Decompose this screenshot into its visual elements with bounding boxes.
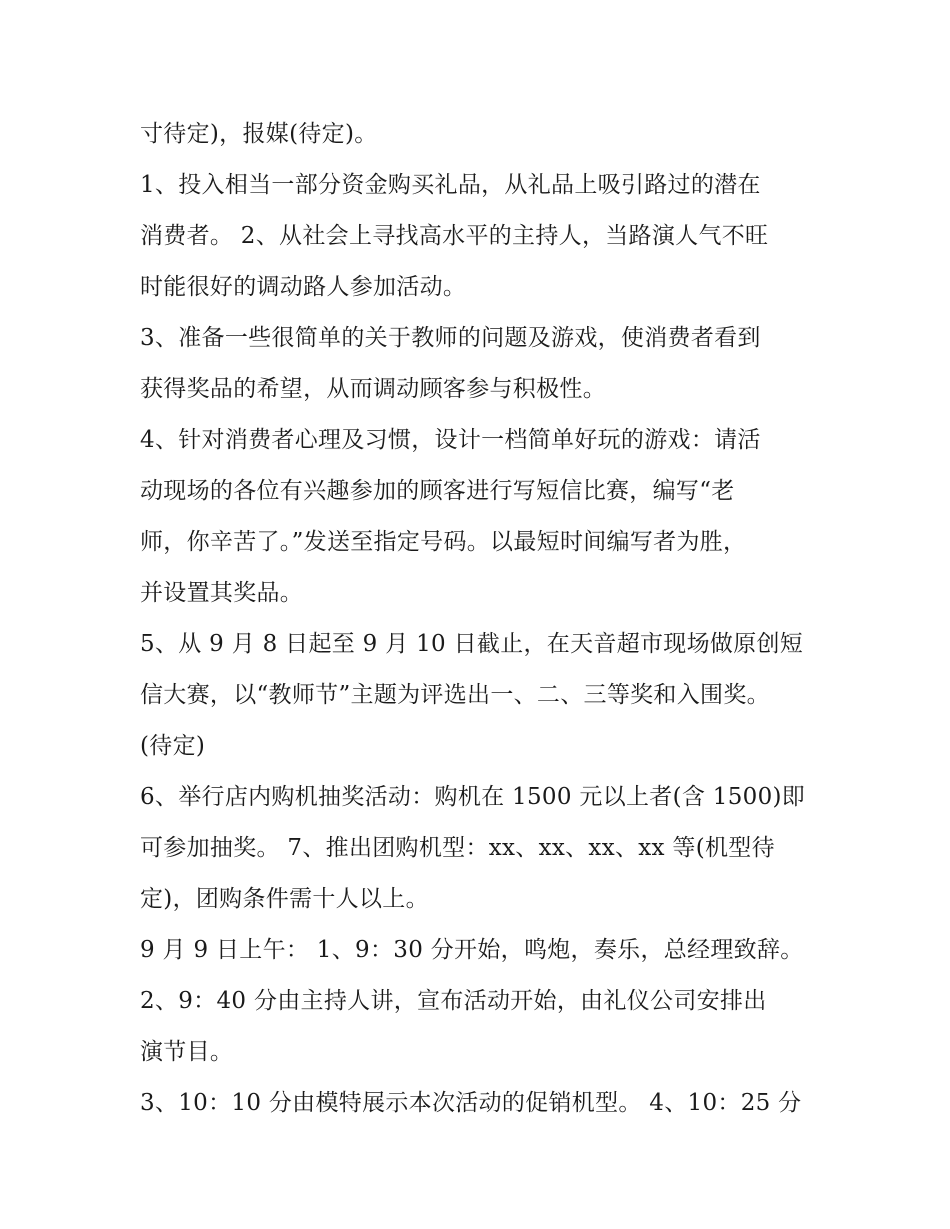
document-body [140, 109, 820, 1129]
text-line: 信大赛，以“教师节”主题为评选出一、二、三等奖和入围奖。 [140, 682, 770, 708]
text-line: 寸待定)，报媒(待定)。 [140, 121, 378, 147]
text-line: 4、针对消费者心理及习惯，设计一档简单好玩的游戏：请活 [140, 427, 761, 453]
text-line: 9 月 9 日上午： 1、9：30 分开始，鸣炮，奏乐，总经理致辞。 [140, 937, 804, 963]
text-line: 并设置其奖品。 [140, 580, 304, 606]
text-line: 5、从 9 月 8 日起至 9 月 10 日截止，在天音超市现场做原创短 [140, 631, 804, 657]
text-line: 演节目。 [140, 1039, 234, 1065]
text-line: 6、举行店内购机抽奖活动：购机在 1500 元以上者(含 1500)即 [140, 784, 806, 810]
text-line: 时能很好的调动路人参加活动。 [140, 274, 467, 300]
text-line: 1、投入相当一部分资金购买礼品，从礼品上吸引路过的潜在 [140, 172, 761, 198]
text-line: 定)，团购条件需十人以上。 [140, 886, 429, 912]
text-line: 消费者。 2、从社会上寻找高水平的主持人，当路演人气不旺 [140, 223, 769, 249]
text-line: 3、10：10 分由模特展示本次活动的促销机型。 4、10：25 分 [140, 1090, 802, 1116]
text-line: (待定) [140, 733, 206, 759]
text-line: 2、9：40 分由主持人讲，宣布活动开始，由礼仪公司安排出 [140, 988, 767, 1014]
text-line: 师，你辛苦了。”发送至指定号码。以最短时间编写者为胜， [140, 529, 747, 555]
text-line: 可参加抽奖。 7、推出团购机型：xx、xx、xx、xx 等(机型待 [140, 835, 775, 861]
text-line: 3、准备一些很简单的关于教师的问题及游戏，使消费者看到 [140, 325, 761, 351]
text-line: 获得奖品的希望，从而调动顾客参与积极性。 [140, 376, 606, 402]
text-line: 动现场的各位有兴趣参加的顾客进行写短信比赛，编写“老 [140, 478, 735, 504]
